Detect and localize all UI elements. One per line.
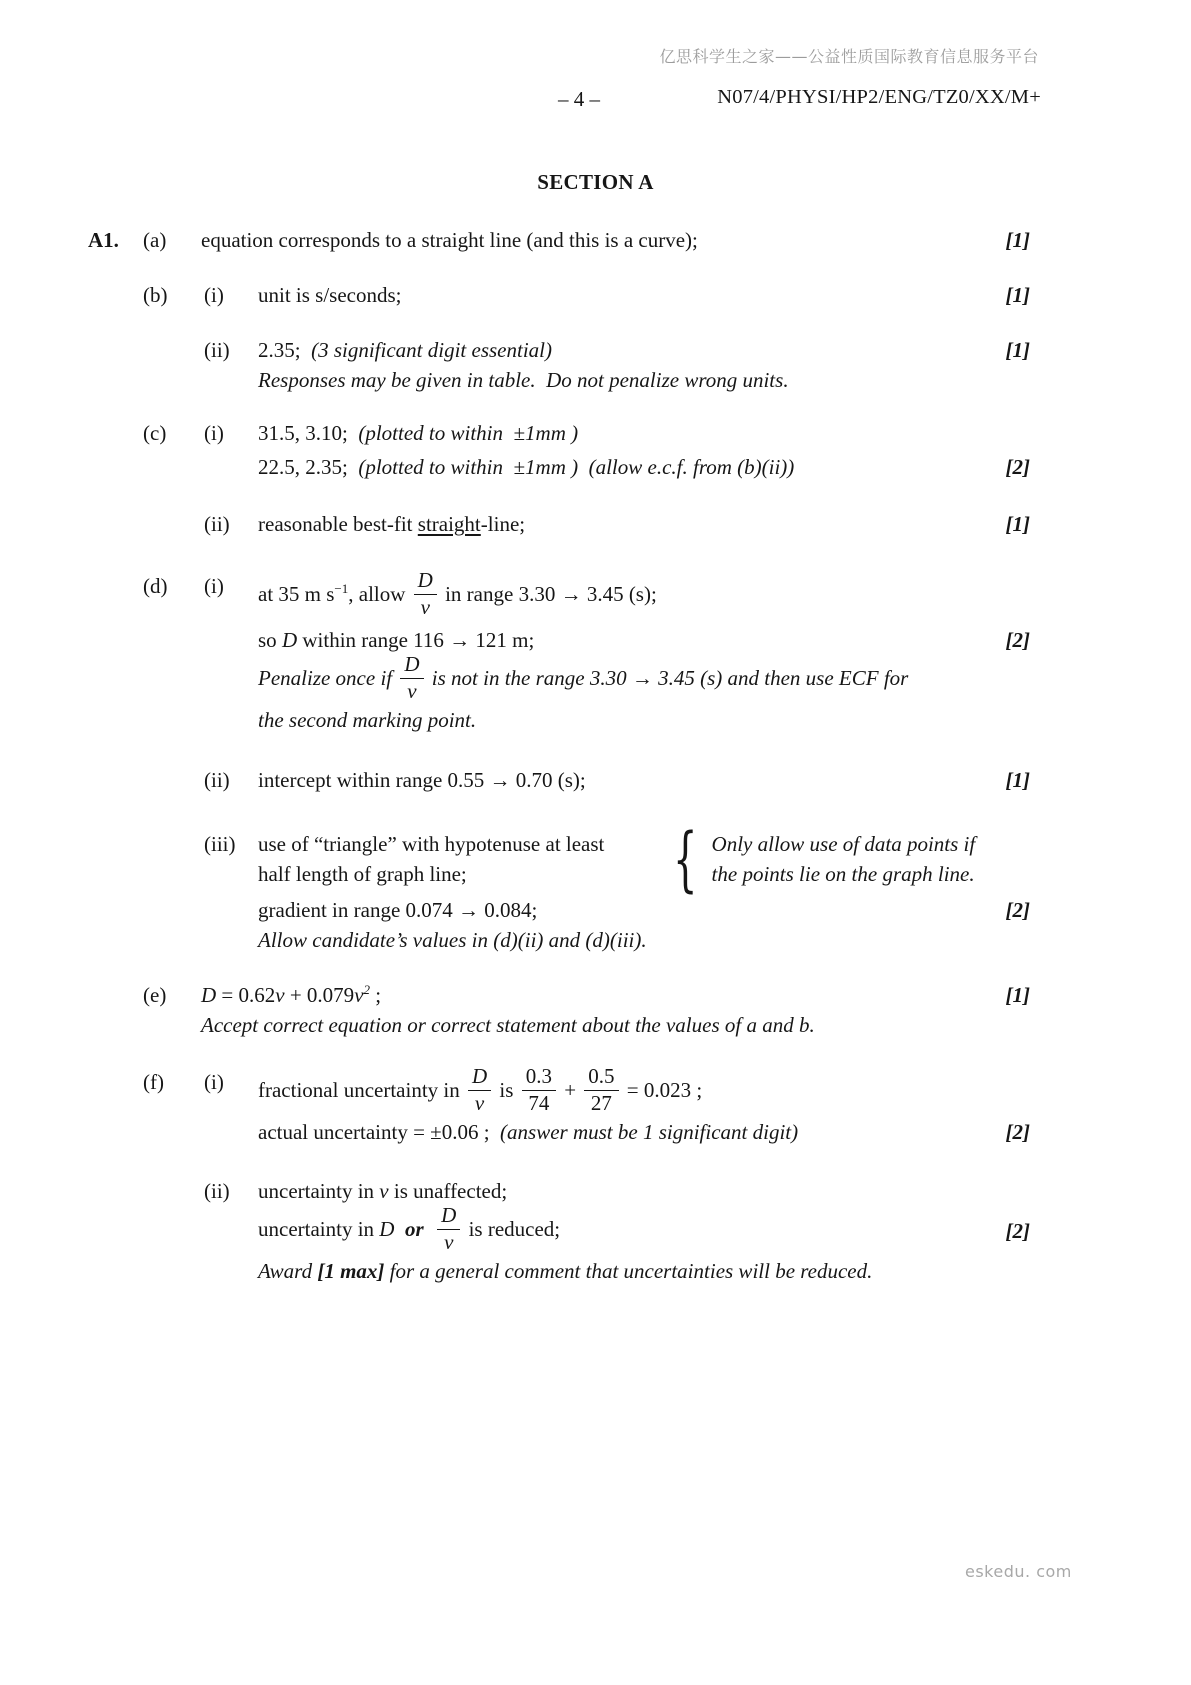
left-brace-glyph: { bbox=[673, 818, 698, 901]
answer-line bbox=[258, 765, 1036, 795]
mark-badge: [1] bbox=[1005, 228, 1030, 252]
text-segment: = 0.023 ; bbox=[621, 1077, 703, 1102]
answer-lines bbox=[258, 765, 1036, 795]
text-segment: equation corresponds to a straight line (and this is a curve); bbox=[201, 228, 698, 252]
answer-row bbox=[88, 818, 1036, 955]
answer-line bbox=[258, 705, 1036, 735]
text-segment: (3 significant digit essential) bbox=[311, 338, 552, 362]
text-segment: 22.5, 2.35; bbox=[258, 455, 359, 479]
text-segment: Accept correct equation or correct statement about the values of a and b. bbox=[201, 1013, 815, 1038]
part-label: (b) bbox=[143, 283, 168, 307]
answer-lines bbox=[201, 980, 1036, 1040]
text-segment: v bbox=[275, 983, 285, 1008]
answer-line bbox=[258, 625, 1036, 655]
answer-row bbox=[88, 280, 1036, 310]
answer-line bbox=[201, 225, 1036, 255]
subpart-label: (i) bbox=[204, 1070, 224, 1095]
page-number: – 4 – bbox=[558, 87, 600, 111]
answer-line bbox=[258, 365, 1036, 395]
answer-line bbox=[258, 568, 1036, 621]
fraction bbox=[522, 1065, 556, 1115]
subpart-label: (i) bbox=[204, 421, 224, 445]
answer-row bbox=[88, 1176, 1036, 1286]
mark-badge: [1] bbox=[1005, 283, 1030, 307]
text-segment: intercept within range 0.55 → 0.70 (s); bbox=[258, 768, 586, 793]
subpart-label: (i) bbox=[204, 283, 224, 307]
fraction-denominator: v bbox=[407, 678, 417, 703]
answer-line bbox=[258, 452, 1036, 482]
answer-line bbox=[201, 980, 1036, 1010]
subpart-label: (iii) bbox=[204, 832, 236, 857]
text-segment: Award bbox=[258, 1259, 318, 1284]
question-number: A1. bbox=[88, 228, 119, 252]
fraction-numerator: D bbox=[414, 569, 437, 595]
text-segment: is unaffected; bbox=[388, 1179, 508, 1204]
answer-lines bbox=[258, 1176, 1036, 1286]
text-segment: fractional uncertainty in bbox=[258, 1077, 465, 1102]
text-line: half length of graph line; bbox=[258, 862, 467, 887]
text-segment: D bbox=[201, 983, 217, 1008]
subpart-label: (ii) bbox=[204, 338, 230, 362]
subpart-label: (ii) bbox=[204, 1179, 230, 1204]
text-segment bbox=[394, 1217, 405, 1241]
mark-badge: [2] bbox=[1005, 628, 1030, 652]
fraction-denominator: v bbox=[444, 1229, 454, 1254]
fraction-denominator: 27 bbox=[590, 1090, 612, 1115]
text-segment: Allow candidate’s values in (d)(ii) and (d)(iii). bbox=[258, 928, 647, 953]
answer-line bbox=[258, 925, 1036, 955]
part-label: (d) bbox=[143, 574, 168, 598]
examiner-note bbox=[712, 829, 976, 889]
text-segment: [1 max] bbox=[317, 1259, 385, 1284]
answer-line bbox=[258, 509, 1036, 539]
text-segment: + 0.079 bbox=[284, 983, 355, 1008]
answer-line bbox=[258, 895, 1036, 925]
text-segment: actual uncertainty = ±0.06 ; bbox=[258, 1120, 501, 1145]
answer-line bbox=[258, 1256, 1036, 1286]
text-segment: or bbox=[404, 1216, 424, 1241]
answer-line bbox=[258, 1117, 1036, 1147]
text-segment: so bbox=[258, 628, 282, 653]
text-segment: for a general comment that uncertainties will be reduced. bbox=[384, 1259, 873, 1284]
answer-row bbox=[88, 1064, 1036, 1147]
part-label: (a) bbox=[143, 228, 167, 252]
answer-lines bbox=[258, 509, 1036, 539]
text-line: Only allow use of data points if bbox=[711, 832, 976, 857]
text-segment: v bbox=[354, 983, 364, 1008]
answer-lines bbox=[258, 1064, 1036, 1147]
subpart-label: (ii) bbox=[204, 512, 230, 536]
mark-badge: [2] bbox=[1005, 455, 1030, 479]
text-segment: at 35 m s bbox=[258, 581, 335, 606]
fraction-numerator: D bbox=[437, 1204, 460, 1230]
answer-text bbox=[258, 829, 661, 889]
subpart-label: (ii) bbox=[204, 768, 230, 793]
text-segment: straight bbox=[417, 512, 481, 536]
fraction-denominator: v bbox=[474, 1090, 485, 1115]
part-label: (c) bbox=[143, 421, 167, 445]
text-segment: -line; bbox=[480, 512, 526, 536]
answer-lines bbox=[258, 280, 1036, 310]
mark-badge: [2] bbox=[1005, 898, 1030, 923]
text-segment: uncertainty in bbox=[258, 1179, 380, 1204]
mark-badge: [1] bbox=[1005, 512, 1030, 536]
answer-lines bbox=[258, 818, 1036, 955]
answer-rows bbox=[88, 0, 1036, 1286]
text-segment: ; bbox=[370, 983, 382, 1008]
answer-line bbox=[258, 1203, 1036, 1256]
fraction-denominator: 74 bbox=[528, 1090, 550, 1115]
text-segment: gradient in range 0.074 → 0.084; bbox=[258, 898, 538, 923]
fraction bbox=[468, 1065, 491, 1115]
text-segment: Responses may be given in table. Do not penalize wrong units. bbox=[258, 368, 789, 392]
answer-lines bbox=[258, 568, 1036, 735]
subpart-label: (i) bbox=[204, 574, 224, 598]
mark-badge: [2] bbox=[1005, 1219, 1030, 1244]
header-watermark: 亿思科学生之家——公益性质国际教育信息服务平台 bbox=[659, 47, 1039, 66]
answer-row bbox=[88, 335, 1036, 395]
fraction-denominator: v bbox=[420, 594, 430, 619]
mark-badge: [1] bbox=[1005, 338, 1030, 362]
fraction-numerator: D bbox=[400, 653, 423, 679]
text-segment: D bbox=[379, 1216, 395, 1241]
text-line: use of “triangle” with hypotenuse at least bbox=[258, 832, 605, 857]
text-segment: D bbox=[281, 628, 298, 653]
text-segment bbox=[424, 1217, 435, 1241]
text-segment: the second marking point. bbox=[258, 708, 477, 733]
answer-lines bbox=[201, 225, 1036, 255]
text-segment: , allow bbox=[348, 581, 411, 606]
answer-lines bbox=[258, 335, 1036, 395]
brace-note bbox=[258, 818, 1036, 901]
fraction-numerator: 0.3 bbox=[522, 1065, 556, 1091]
answer-row bbox=[88, 765, 1036, 795]
part-label: (e) bbox=[143, 983, 167, 1008]
answer-row bbox=[88, 418, 1036, 482]
text-segment: (plotted to within ±1mm ) (allow e.c.f. from (b)(ii)) bbox=[358, 455, 795, 479]
text-segment: 31.5, 3.10; bbox=[258, 421, 359, 445]
answer-line bbox=[258, 280, 1036, 310]
fraction-numerator: D bbox=[468, 1065, 491, 1091]
text-segment: in range 3.30 → 3.45 (s); bbox=[439, 581, 657, 606]
exam-code: N07/4/PHYSI/HP2/ENG/TZ0/XX/M+ bbox=[717, 86, 1041, 108]
answer-line bbox=[258, 1176, 1036, 1206]
mark-badge: [1] bbox=[1005, 983, 1030, 1008]
fraction bbox=[414, 569, 437, 619]
answer-row bbox=[88, 568, 1036, 735]
answer-row bbox=[88, 509, 1036, 539]
fraction bbox=[584, 1065, 618, 1115]
mark-badge: [1] bbox=[1005, 768, 1030, 793]
text-segment: is reduced; bbox=[463, 1216, 561, 1241]
text-segment: unit is s/seconds; bbox=[258, 283, 402, 307]
answer-row bbox=[88, 225, 1036, 255]
part-label: (f) bbox=[143, 1070, 164, 1095]
superscript: 2 bbox=[363, 982, 371, 998]
answer-line bbox=[258, 652, 1036, 705]
text-segment: reasonable best-fit bbox=[258, 512, 418, 536]
answer-lines bbox=[258, 418, 1036, 482]
fraction bbox=[400, 653, 423, 703]
text-segment: = 0.62 bbox=[216, 983, 276, 1008]
answer-line bbox=[258, 418, 1036, 448]
text-line: the points lie on the graph line. bbox=[711, 862, 975, 887]
text-segment: 2.35; bbox=[258, 338, 312, 362]
answer-row bbox=[88, 980, 1036, 1040]
text-segment: Penalize once if bbox=[258, 665, 398, 690]
text-segment: is not in the range 3.30 → 3.45 (s) and then use ECF for bbox=[426, 665, 909, 690]
fraction-numerator: 0.5 bbox=[584, 1065, 618, 1091]
footer-watermark: eskedu. com bbox=[965, 1562, 1072, 1581]
text-segment: v bbox=[379, 1179, 389, 1204]
text-segment: (answer must be 1 significant digit) bbox=[500, 1120, 799, 1145]
answer-line bbox=[258, 1064, 1036, 1117]
superscript: −1 bbox=[334, 580, 349, 596]
text-segment: within range 116 → 121 m; bbox=[297, 628, 535, 653]
text-segment: uncertainty in bbox=[258, 1216, 380, 1241]
answer-line bbox=[201, 1010, 1036, 1040]
fraction bbox=[437, 1204, 460, 1254]
section-title: SECTION A bbox=[537, 170, 654, 194]
text-segment: (plotted to within ±1mm ) bbox=[358, 421, 579, 445]
mark-badge: [2] bbox=[1005, 1120, 1030, 1145]
answer-line bbox=[258, 335, 1036, 365]
text-segment: + bbox=[558, 1077, 582, 1102]
text-segment: is bbox=[494, 1077, 519, 1102]
